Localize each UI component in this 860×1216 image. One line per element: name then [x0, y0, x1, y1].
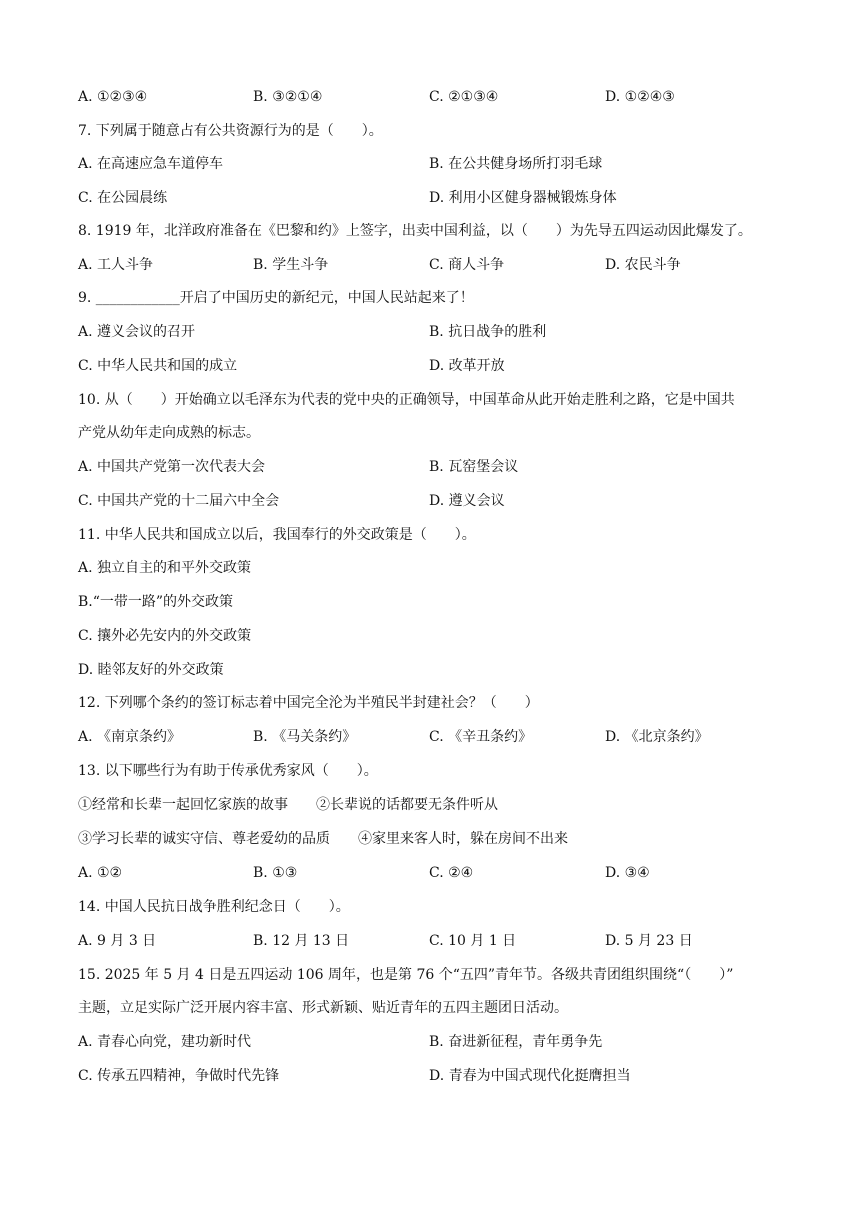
question-13-stem: 13. 以下哪些行为有助于传承优秀家风（ ）。 [78, 763, 378, 779]
q11-option-b: B.“一带一路”的外交政策 [78, 594, 234, 610]
q15-option-b: B. 奋进新征程，青年勇争先 [429, 1034, 603, 1050]
q13-option-d: D. ③④ [605, 865, 650, 881]
q15-option-c: C. 传承五四精神，争做时代先锋 [78, 1068, 280, 1084]
q11-option-c: C. 攘外必先安内的外交政策 [78, 628, 252, 644]
question-10-stem: 10. 从（ ）开始确立以毛泽东为代表的党中央的正确领导，中国革命从此开始走胜利之路，它是中国共 [78, 392, 735, 408]
q7-option-c: C. 在公园晨练 [78, 190, 168, 206]
q12-option-b: B. 《马关条约》 [253, 729, 357, 745]
question-11-stem: 11. 中华人民共和国成立以后，我国奉行的外交政策是（ ）。 [78, 527, 476, 543]
q9-option-d: D. 改革开放 [429, 358, 505, 374]
q6-option-d: D. ①②④③ [605, 89, 675, 105]
q13-statements-1: ①经常和长辈一起回忆家族的故事 ②长辈说的话都要无条件听从 [78, 797, 498, 813]
q12-option-c: C. 《辛丑条约》 [429, 729, 533, 745]
q14-option-a: A. 9 月 3 日 [78, 933, 157, 949]
q14-option-c: C. 10 月 1 日 [429, 933, 517, 949]
q11-option-d: D. 睦邻友好的外交政策 [78, 662, 224, 678]
q10-option-a: A. 中国共产党第一次代表大会 [78, 459, 266, 475]
q13-statements-2: ③学习长辈的诚实守信、尊老爱幼的品质 ④家里来客人时，躲在房间不出来 [78, 831, 568, 847]
q10-option-d: D. 遵义会议 [429, 493, 505, 509]
question-12-stem: 12. 下列哪个条约的签订标志着中国完全沦为半殖民半封建社会？（ ） [78, 695, 539, 711]
q9-option-c: C. 中华人民共和国的成立 [78, 358, 238, 374]
q9-option-a: A. 遵义会议的召开 [78, 324, 196, 340]
q10-option-b: B. 瓦窑堡会议 [429, 459, 519, 475]
q14-option-b: B. 12 月 13 日 [253, 933, 350, 949]
question-14-stem: 14. 中国人民抗日战争胜利纪念日（ ）。 [78, 899, 350, 915]
q13-option-b: B. ①③ [253, 865, 298, 881]
q11-option-a: A. 独立自主的和平外交政策 [78, 560, 252, 576]
question-15-stem: 15. 2025 年 5 月 4 日是五四运动 106 周年，也是第 76 个“五四”青年节。各级共青团组织围绕“（ ）” [78, 967, 734, 983]
question-7-stem: 7. 下列属于随意占有公共资源行为的是（ ）。 [78, 123, 383, 139]
question-15-stem-cont: 主题，立足实际广泛开展内容丰富、形式新颖、贴近青年的五四主题团日活动。 [78, 1000, 568, 1016]
q10-option-c: C. 中国共产党的十二届六中全会 [78, 493, 280, 509]
q14-option-d: D. 5 月 23 日 [605, 933, 693, 949]
q7-option-b: B. 在公共健身场所打羽毛球 [429, 156, 603, 172]
q15-option-a: A. 青春心向党，建功新时代 [78, 1034, 252, 1050]
q8-option-c: C. 商人斗争 [429, 257, 505, 273]
q7-option-a: A. 在高速应急车道停车 [78, 156, 224, 172]
q8-option-a: A. 工人斗争 [78, 257, 154, 273]
q15-option-d: D. 青春为中国式现代化挺膺担当 [429, 1068, 631, 1084]
q13-option-c: C. ②④ [429, 865, 474, 881]
q8-option-b: B. 学生斗争 [253, 257, 329, 273]
q7-option-d: D. 利用小区健身器械锻炼身体 [429, 190, 617, 206]
question-10-stem-cont: 产党从幼年走向成熟的标志。 [78, 425, 260, 441]
q6-option-a: A. ①②③④ [78, 89, 148, 105]
q12-option-d: D. 《北京条约》 [605, 729, 709, 745]
q6-option-c: C. ②①③④ [429, 89, 499, 105]
question-8-stem: 8. 1919 年，北洋政府准备在《巴黎和约》上签字，出卖中国利益，以（ ）为先导五四运动因此爆发了。 [78, 223, 752, 239]
question-9-stem: 9. ____________开启了中国历史的新纪元，中国人民站起来了！ [78, 290, 474, 306]
q9-option-b: B. 抗日战争的胜利 [429, 324, 547, 340]
q13-option-a: A. ①② [78, 865, 123, 881]
q12-option-a: A. 《南京条约》 [78, 729, 182, 745]
q6-option-b: B. ③②①④ [253, 89, 323, 105]
q8-option-d: D. 农民斗争 [605, 257, 681, 273]
